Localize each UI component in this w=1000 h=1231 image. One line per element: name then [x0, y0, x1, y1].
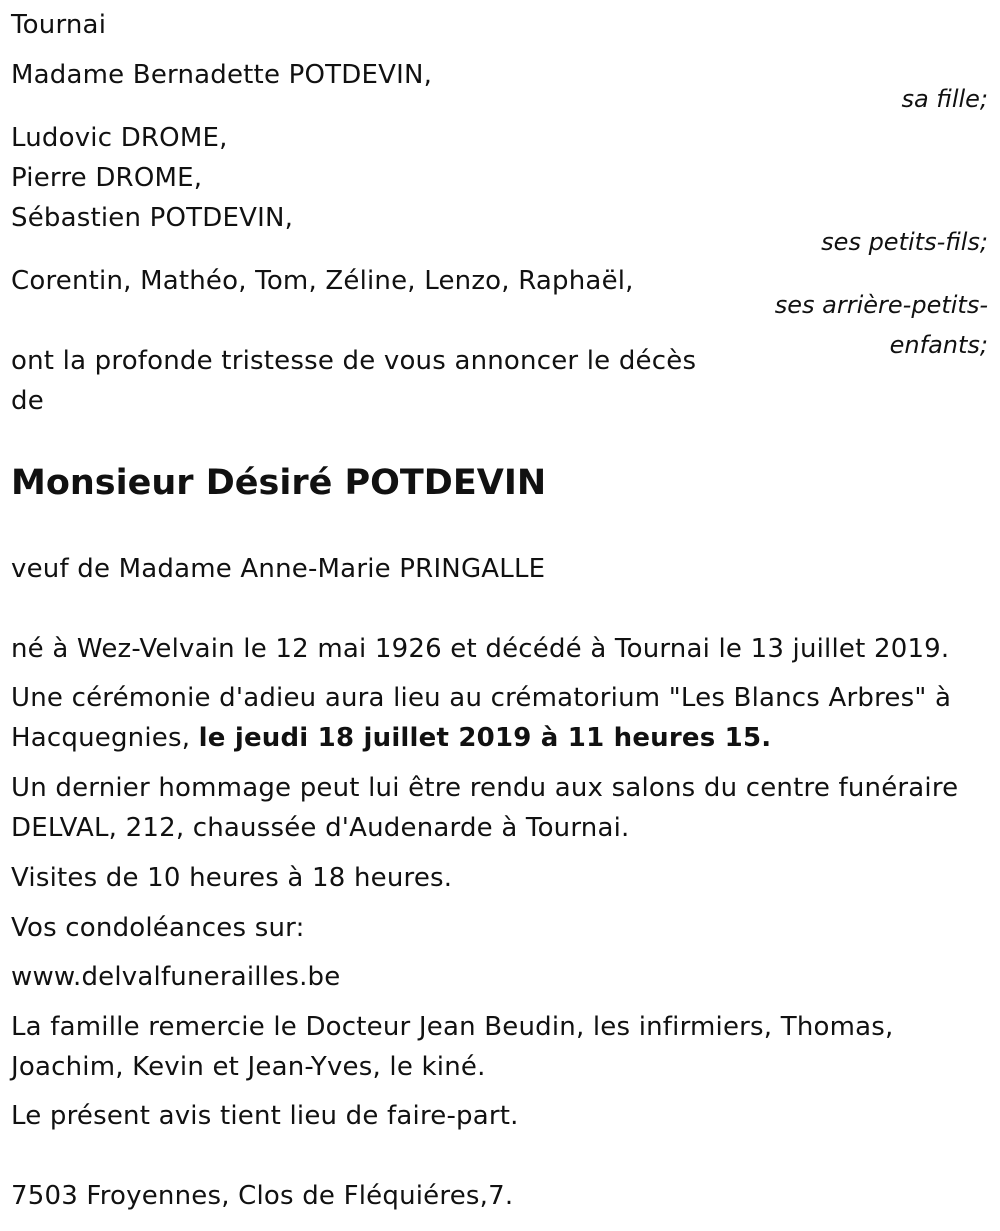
ceremony-datetime: le jeudi 18 juillet 2019 à 11 heures 15. — [198, 723, 772, 753]
deceased-name: Monsieur Désiré POTDEVIN — [11, 463, 547, 503]
daughter-relation: sa fille; — [901, 85, 988, 113]
thanks-text: La famille remercie le Docteur Jean Beudin, les infirmiers, Thomas, — [11, 1012, 894, 1042]
visiting-hours: Visites de 10 heures à 18 heures. — [11, 863, 453, 893]
ceremony-text — [11, 718, 771, 758]
condolences-website-link[interactable]: www.delvalfunerailles.be — [11, 962, 341, 992]
grandson-name: Pierre DROME, — [11, 163, 203, 193]
announcement-text: de — [11, 386, 44, 416]
thanks-text: Joachim, Kevin et Jean-Yves, le kiné. — [11, 1052, 486, 1082]
great-grandchildren-relation: enfants; — [889, 331, 988, 359]
tribute-text: DELVAL, 212, chaussée d'Audenarde à Tournai. — [11, 813, 630, 843]
notice-text: Le présent avis tient lieu de faire-part. — [11, 1101, 519, 1131]
grandson-name: Ludovic DROME, — [11, 123, 228, 153]
great-grandchildren-relation: ses arrière-petits- — [774, 291, 988, 319]
great-grandchildren-names: Corentin, Mathéo, Tom, Zéline, Lenzo, Raphaël, — [11, 266, 634, 296]
condolences-label: Vos condoléances sur: — [11, 913, 305, 943]
ceremony-location: Hacquegnies, — [11, 723, 199, 753]
announcement-text: ont la profonde tristesse de vous annoncer le décès — [11, 346, 697, 376]
grandsons-relation: ses petits-fils; — [821, 228, 988, 256]
grandson-name: Sébastien POTDEVIN, — [11, 203, 294, 233]
widower-of: veuf de Madame Anne-Marie PRINGALLE — [11, 554, 546, 584]
ceremony-text: Une cérémonie d'adieu aura lieu au crématorium "Les Blancs Arbres" à — [11, 683, 952, 713]
birth-death-dates: né à Wez-Velvain le 12 mai 1926 et décédé à Tournai le 13 juillet 2019. — [11, 634, 950, 664]
address: 7503 Froyennes, Clos de Fléquiéres,7. — [11, 1181, 514, 1211]
place: Tournai — [11, 10, 107, 40]
daughter-name: Madame Bernadette POTDEVIN, — [11, 60, 433, 90]
tribute-text: Un dernier hommage peut lui être rendu aux salons du centre funéraire — [11, 773, 959, 803]
